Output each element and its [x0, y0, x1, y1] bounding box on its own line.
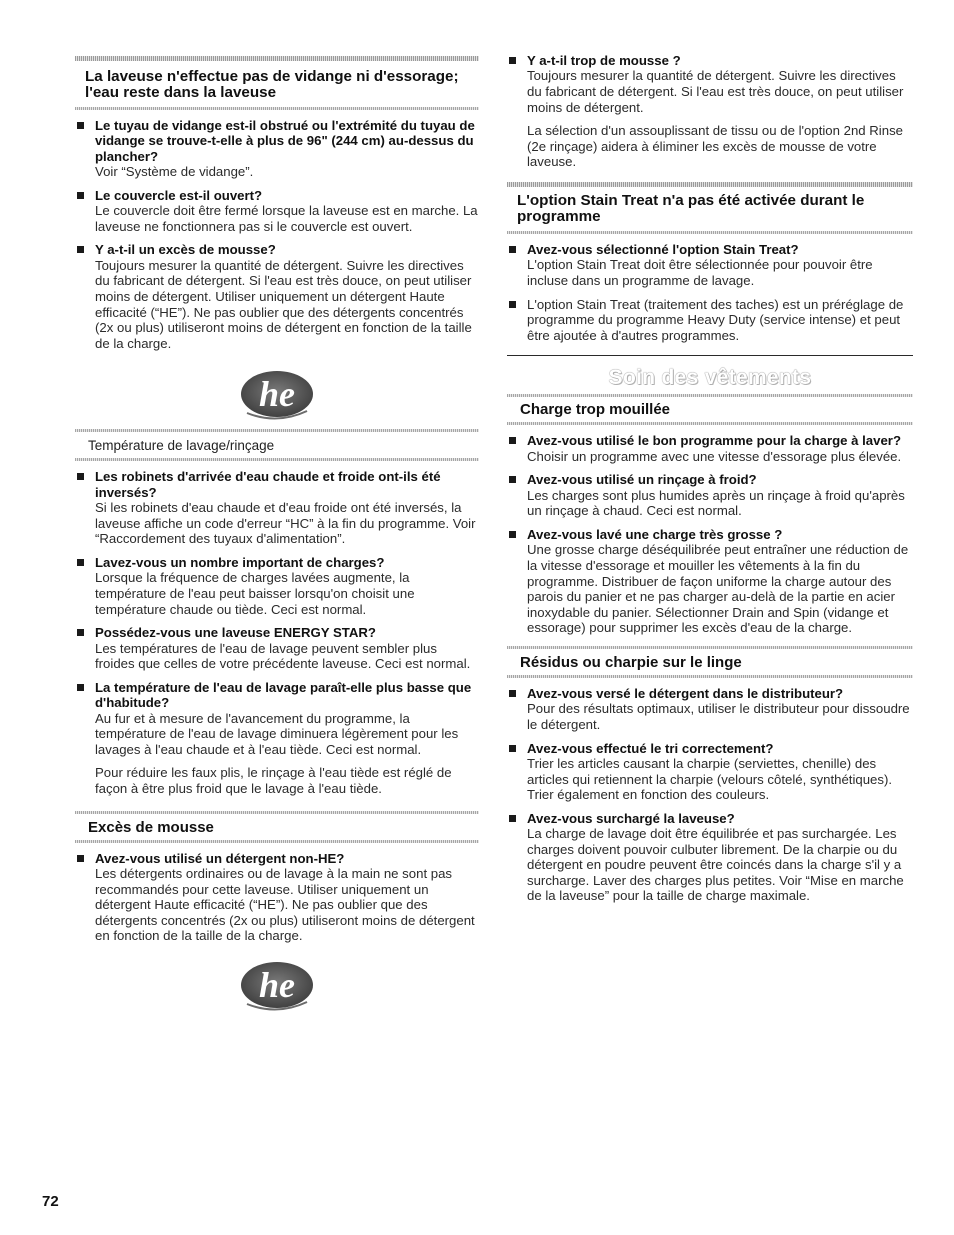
question: Avez-vous utilisé un rinçage à froid?: [527, 472, 757, 488]
answer: Les détergents ordinaires ou de lavage à la main ne sont pas recommandés pour cette laveuse. Utiliser uniquement un détergent Haute efficacité (“HE”). Ne pas oublier que des détergents concentrés (2x ou plus) utiliseront moins de détergent en fonction de la taille de la charge.: [95, 865, 475, 944]
wet-item-cold-rinse: [507, 472, 913, 519]
question: Lavez-vous un nombre important de charges?: [95, 554, 385, 570]
bullet-icon: [509, 531, 516, 538]
question: Avez-vous utilisé un détergent non-HE?: [95, 850, 345, 866]
stain-item-preset: [507, 297, 913, 344]
question: Y a-t-il un excès de mousse?: [95, 242, 276, 258]
bullet-icon: [509, 745, 516, 752]
stain-section-title: L'option Stain Treat n'a pas été activée durant le programme: [517, 191, 865, 225]
drain-section-title: La laveuse n'effectue pas de vidange ni d'essorage; l'eau reste dans la laveuse: [85, 68, 459, 101]
bullet-icon: [509, 690, 516, 697]
question: Les robinets d'arrivée d'eau chaude et froide ont-ils été inversés?: [95, 469, 441, 500]
answer: L'option Stain Treat doit être sélectionnée pour pouvoir être incluse dans un programme de lavage.: [527, 257, 873, 288]
bullet-icon: [509, 815, 516, 822]
bullet-icon: [77, 629, 84, 636]
foam-item-too-much: [507, 53, 913, 115]
question: Avez-vous versé le détergent dans le distributeur?: [527, 685, 844, 701]
right-column: [507, 0, 913, 904]
answer: L'option Stain Treat (traitement des taches) est un préréglage de programme du programme Heavy Duty (service intense) et peut être ajoutée à d'autres programmes.: [527, 296, 904, 343]
question: Avez-vous lavé une charge très grosse ?: [527, 526, 783, 542]
bullet-icon: [77, 192, 84, 199]
question: Avez-vous utilisé le bon programme pour la charge à laver?: [527, 433, 901, 449]
temperature-section-title: Température de lavage/rinçage: [88, 438, 275, 454]
lint-item-sorting: [507, 741, 913, 803]
bullet-icon: [509, 57, 516, 64]
bullet-icon: [509, 301, 516, 308]
temperature-note: Pour réduire les faux plis, le rinçage à l'eau tiède est réglé de façon à être plus froid que le lavage à l'eau tiède.: [95, 765, 452, 796]
he-logo-icon: [237, 958, 317, 1014]
he-logo-container: [75, 958, 479, 1014]
lint-item-overload: [507, 811, 913, 904]
question: Le tuyau de vidange est-il obstrué ou l'extrémité du tuyau de vidange se trouve-t-elle à plus de 96" (244 cm) au-dessus du plancher?: [95, 118, 475, 164]
wet-section-title: Charge trop mouillée: [520, 401, 671, 419]
answer: Trier les articles causant la charpie (serviettes, chenille) des articles qui retiennent la charpie (velours côtelé, synthétiques). Trier également en fonction des couleurs.: [527, 755, 893, 803]
bullet-icon: [77, 122, 84, 129]
bullet-icon: [509, 246, 516, 253]
answer: Pour des résultats optimaux, utiliser le distributeur pour dissoudre le détergent.: [527, 701, 910, 732]
wet-item-program: [507, 433, 913, 464]
answer: Les charges sont plus humides après un rinçage à froid qu'après un rinçage à chaud. Ceci est normal.: [527, 487, 905, 519]
stain-item-selected: [507, 242, 913, 289]
answer: Au fur et à mesure de l'avancement du programme, la température de l'eau de lavage diminuera légèrement pour les lavages à l'eau chaude et à l'eau tiède. Ceci est normal.: [95, 710, 459, 757]
question: Avez-vous surchargé la laveuse?: [527, 810, 735, 826]
answer: Les températures de l'eau de lavage peuvent sembler plus froides que celles de votre précédente laveuse. Ceci est normal.: [95, 640, 471, 672]
left-column: [75, 0, 479, 1014]
answer: Voir “Système de vidange”.: [95, 164, 254, 180]
temp-item-faucets: [75, 469, 479, 547]
answer: Choisir un programme avec une vitesse d'essorage plus élevée.: [527, 448, 902, 464]
care-section-title: Soin des vêtements: [608, 366, 812, 390]
lint-section-title: Résidus ou charpie sur le linge: [520, 653, 742, 671]
temp-item-loads: [75, 555, 479, 617]
answer: Toujours mesurer la quantité de détergent. Suivre les directives du fabricant de détergent. Si l'eau est très douce, on peut utiliser moins de détergent. Utiliser uniquement un détergent Haute efficacité (“HE”). Ne pas oublier que des détergents concentrés (2x ou plus) utiliseront moins de détergent en fonction de la taille de la charge.: [95, 257, 472, 351]
he-logo-icon: [237, 367, 317, 423]
answer: Le couvercle doit être fermé lorsque la laveuse est en marche. La laveuse ne fonctionnera pas si le couvercle est ouvert.: [95, 203, 478, 234]
drain-item-lid: [75, 188, 479, 235]
answer: La charge de lavage doit être équilibrée et pas surchargée. Les charges doivent pouvoir culbuter librement. De la charpie ou du détergent en poudre peuvent être coincés dans la charge s'il y a surcharge. Laver des charges plus petites. Voir “Mise en marche de la laveuse” pour la taille de charge maximale.: [527, 826, 904, 904]
temp-item-energy-star: [75, 625, 479, 672]
he-logo-container: [75, 367, 479, 423]
temp-item-lower: [75, 680, 479, 758]
bullet-icon: [509, 437, 516, 444]
foam-note: La sélection d'un assouplissant de tissu ou de l'option 2nd Rinse (2e rinçage) aidera à éliminer les excès de mousse de votre laveuse.: [527, 123, 903, 170]
bullet-icon: [77, 855, 84, 862]
question: Le couvercle est-il ouvert?: [95, 187, 263, 203]
svg-text:he: he: [259, 964, 295, 1005]
answer: Lorsque la fréquence de charges lavées augmente, la température de l'eau peut baisser lorsqu'on choisit une température chaude ou tiède. Ceci est normal.: [95, 570, 415, 617]
answer: Si les robinets d'eau chaude et d'eau froide ont été inversés, la laveuse affiche un code d'erreur “HC” à la fin du programme. Voir “Raccordement des tuyaux d'alimentation”.: [95, 500, 476, 547]
bullet-icon: [77, 684, 84, 691]
drain-item-foam: [75, 242, 479, 351]
drain-item-hose: [75, 118, 479, 180]
wet-item-large-load: [507, 527, 913, 636]
bullet-icon: [77, 559, 84, 566]
foam-item-non-he: [75, 851, 479, 944]
svg-text:he: he: [259, 374, 295, 415]
question: Possédez-vous une laveuse ENERGY STAR?: [95, 625, 376, 641]
bullet-icon: [77, 473, 84, 480]
bullet-icon: [509, 476, 516, 483]
foam-section-title: Excès de mousse: [88, 818, 214, 836]
answer: Toujours mesurer la quantité de détergent. Suivre les directives du fabricant de détergent. Si l'eau est très douce, on peut utiliser moins de détergent.: [527, 68, 904, 115]
lint-item-dispenser: [507, 686, 913, 733]
page-number: 72: [42, 1193, 59, 1210]
answer: Une grosse charge déséquilibrée peut entraîner une réduction de la vitesse d'essorage et mouiller les vêtements à la fin du programme. Distribuer de façon uniforme la charge autour des parois du panier et ne pas charger au-delà de la partie en acier inoxydable du panier. Sélectionner Drain and Spin (vidange et essorage) pour supprimer les excès d'eau de la charge.: [527, 542, 909, 636]
question: Y a-t-il trop de mousse ?: [527, 53, 681, 68]
question: Avez-vous sélectionné l'option Stain Treat?: [527, 241, 799, 257]
question: Avez-vous effectué le tri correctement?: [527, 740, 774, 756]
bullet-icon: [77, 246, 84, 253]
question: La température de l'eau de lavage paraît-elle plus basse que d'habitude?: [95, 679, 472, 711]
